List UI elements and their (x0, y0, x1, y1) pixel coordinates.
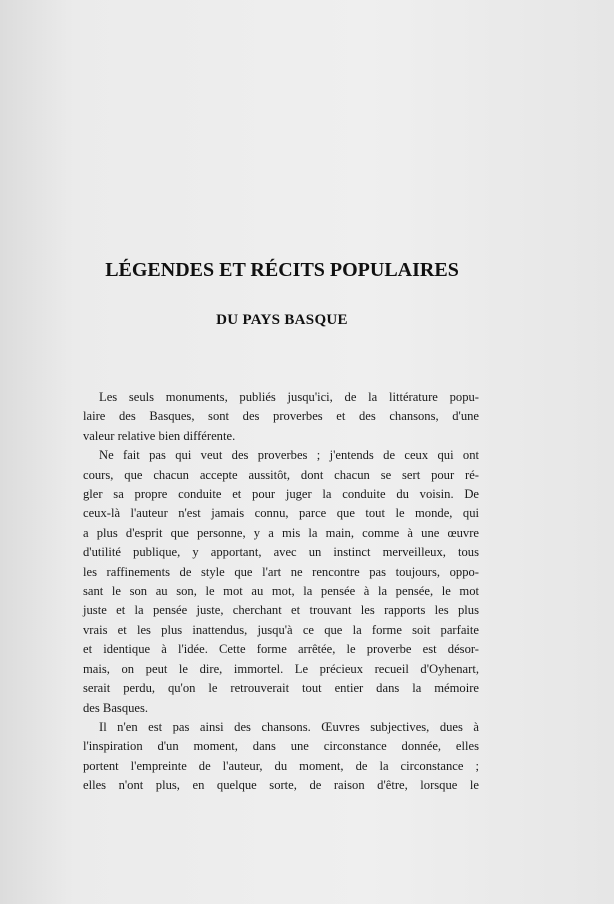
text-line: vrais et les plus inattendus, jusqu'à ce que la forme soit parfaite (83, 622, 479, 637)
text-line: serait perdu, qu'on le retrouverait tout entier dans la mémoire (83, 681, 479, 696)
text-line: Ne fait pas qui veut des proverbes ; j'entends de ceux qui ont (99, 448, 479, 463)
text-line: ceux-là l'auteur n'est jamais connu, parce que tout le monde, qui (83, 506, 479, 521)
text-line: laire des Basques, sont des proverbes et des chansons, d'une (83, 409, 479, 424)
text-line: gler sa propre conduite et pour juger la conduite du voisin. De (83, 487, 479, 502)
text-line: a plus d'esprit que personne, y a mis la main, comme à une œuvre (83, 525, 479, 540)
page-subtitle: DU PAYS BASQUE (216, 312, 348, 328)
page-title: LÉGENDES ET RÉCITS POPULAIRES (105, 259, 459, 281)
text-line: cours, que chacun accepte aussitôt, dont chacun se sert pour ré- (83, 467, 479, 482)
text-line: sant le son au son, le mot au mot, la pensée à la pensée, le mot (83, 584, 479, 599)
text-line: l'inspiration d'un moment, dans une circonstance donnée, elles (83, 739, 479, 754)
text-line: portent l'empreinte de l'auteur, du moment, de la circonstance ; (83, 758, 479, 773)
text-line: Les seuls monuments, publiés jusqu'ici, de la littérature popu- (99, 390, 479, 404)
text-line: les raffinements de style que l'art ne rencontre pas toujours, oppo- (83, 564, 479, 579)
text-line: elles n'ont plus, en quelque sorte, de raison d'être, lorsque le (83, 778, 479, 793)
text-line: juste et la pensée juste, cherchant et trouvant les rapports les plus (83, 603, 479, 618)
text-line: et identique à l'idée. Cette forme arrêtée, le proverbe est désor- (83, 642, 479, 657)
text-line: mais, on peut le dire, immortel. Le précieux recueil d'Oyhenart, (83, 661, 479, 676)
text-line: des Basques. (83, 700, 149, 715)
text-line: d'utilité publique, y apportant, avec un instinct merveilleux, tous (83, 545, 479, 560)
body-text (83, 388, 479, 796)
text-line: valeur relative bien différente. (83, 428, 236, 443)
text-line: Il n'en est pas ainsi des chansons. Œuvres subjectives, dues à (99, 719, 479, 734)
